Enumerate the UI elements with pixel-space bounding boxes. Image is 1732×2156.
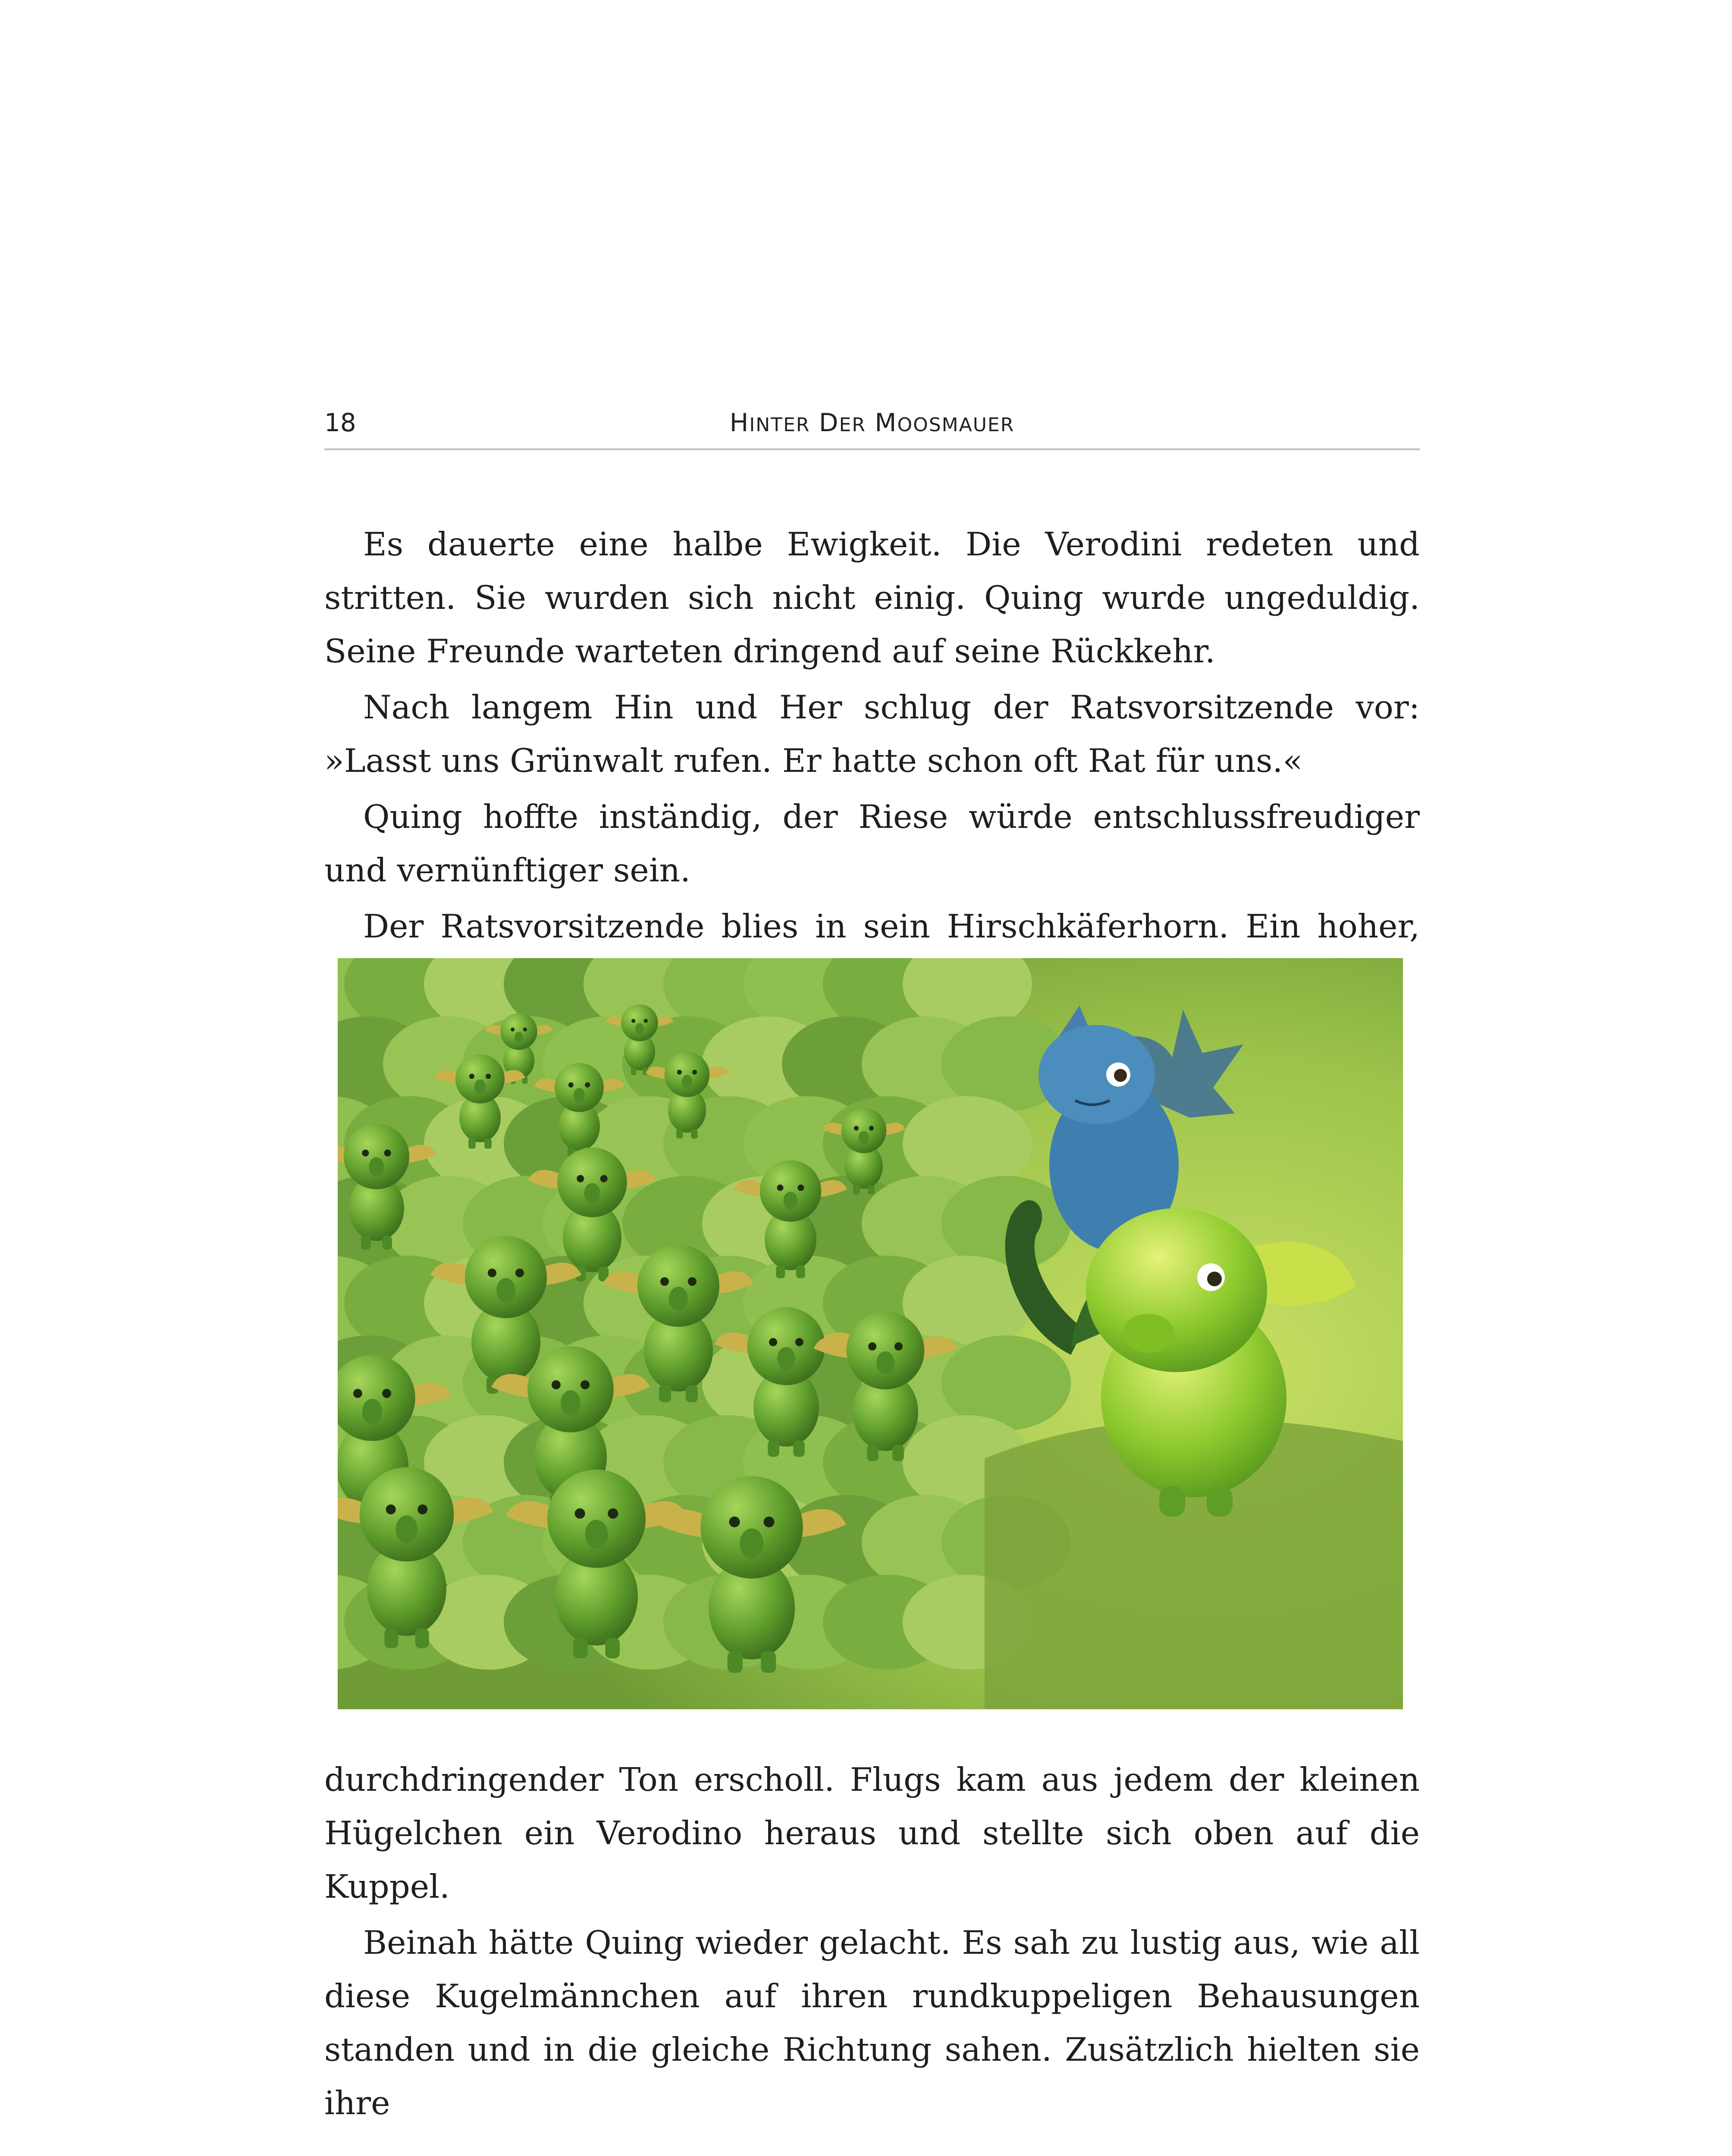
paragraph: Quing hoffte inständig, der Riese würde entschlussfreudiger und vernünftiger sein.	[324, 798, 1420, 889]
paragraph: Der Ratsvorsitzende blies in sein Hirschkäferhorn. Ein hoher,	[363, 907, 1420, 945]
running-head	[324, 401, 1420, 450]
paragraph: Beinah hätte Quing wieder gelacht. Es sah zu lustig aus, wie all diese Kugelmännchen auf ihren rundkuppeligen Behausungen standen und in die gleiche Richtung sahen. Zusätzlich hielten sie ihre	[324, 1924, 1420, 2122]
paragraph: durchdringender Ton erscholl. Flugs kam aus jedem der kleinen Hügelchen ein Verodino heraus und stellte sich oben auf die Kuppel.	[324, 1761, 1420, 1905]
page-number: 18	[324, 408, 356, 437]
text-block-top	[324, 517, 1420, 956]
paragraph: Nach langem Hin und Her schlug der Ratsvorsitzende vor: »Lasst uns Grünwalt rufen. Er hatte schon oft Rat für uns.«	[324, 688, 1420, 780]
text-block-bottom	[324, 1753, 1420, 2132]
illustration-svg	[338, 958, 1403, 1709]
paragraph: Es dauerte eine halbe Ewigkeit. Die Verodini redeten und stritten. Sie wurden sich nicht einig. Quing wurde ungeduldig. Seine Freunde warteten dringend auf seine Rückkehr.	[324, 525, 1420, 670]
running-title: HINTER DER MOOSMAUER	[729, 408, 1015, 437]
illustration	[338, 958, 1403, 1709]
